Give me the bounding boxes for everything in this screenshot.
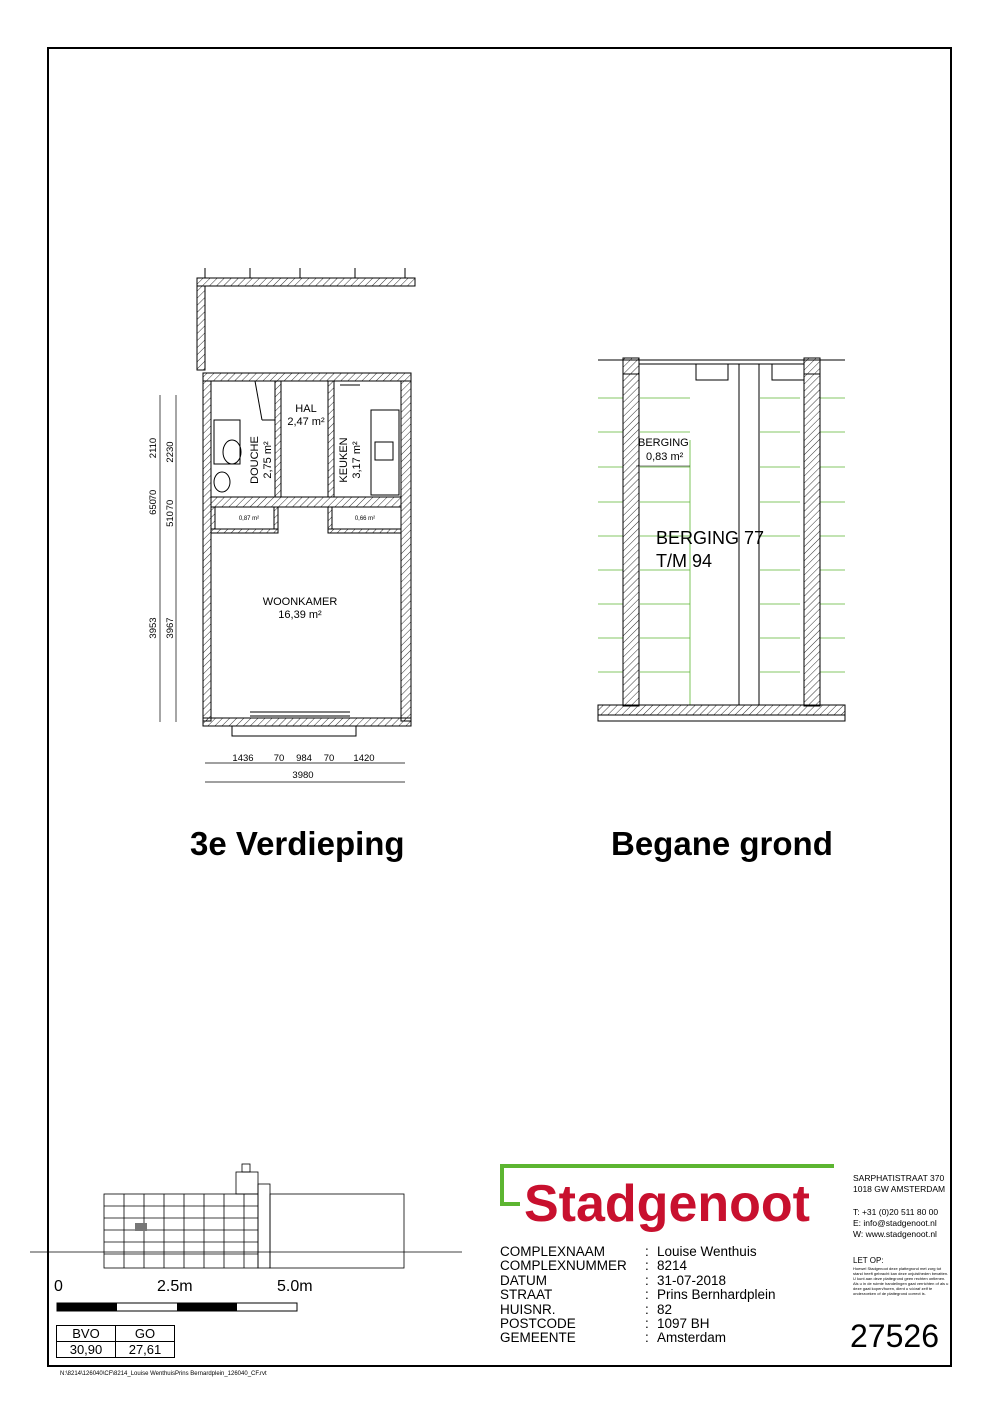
fixtures <box>214 381 399 495</box>
berging-big-line1: BERGING 77 <box>656 528 765 548</box>
area-header-bvo: BVO <box>57 1326 116 1342</box>
info-key: COMPLEXNUMMER <box>500 1258 627 1274</box>
dim-bottom-3: 984 <box>296 753 312 764</box>
file-path: N:\8214\126040\CF\8214_Louise WenthuisPrins Bernardplein_126040_CF.rvt <box>60 1371 267 1377</box>
scale-label-2-5: 2.5m <box>157 1278 193 1295</box>
address-city: 1018 GW AMSTERDAM <box>853 1184 946 1194</box>
elevation-drawing <box>0 1160 480 1310</box>
drawing-number: 27526 <box>850 1318 939 1354</box>
scale-label-5-0: 5.0m <box>277 1278 313 1295</box>
room-hal-name: HAL <box>295 403 317 415</box>
area-table <box>56 1325 175 1358</box>
info-row: COMPLEXNUMMER : 8214 <box>500 1258 688 1274</box>
info-value: Louise Wenthuis <box>657 1244 757 1259</box>
room-keuken-name: KEUKEN <box>338 437 350 483</box>
dim-bottom-5: 1420 <box>353 753 375 764</box>
info-value: Prins Bernhardplein <box>657 1287 776 1303</box>
dim-inner-4: 3967 <box>165 617 176 639</box>
area-value-bvo: 30,90 <box>57 1342 116 1358</box>
dim-inner-1: 2230 <box>165 441 176 463</box>
room-douche-area: 2,75 m² <box>262 441 274 479</box>
info-value: 1097 BH <box>657 1316 710 1332</box>
highlighted-unit <box>135 1223 147 1231</box>
info-row: STRAAT : Prins Bernhardplein <box>500 1287 776 1303</box>
room-woonkamer-area: 16,39 m² <box>278 609 322 621</box>
berging-small-name: BERGING <box>638 437 689 449</box>
address-street: SARPHATISTRAAT 370 <box>853 1173 945 1183</box>
small-area-right: 0,66 m² <box>354 516 376 522</box>
complex-info <box>500 1245 776 1346</box>
dim-left-3: 70 <box>148 489 159 501</box>
room-keuken-area: 3,17 m² <box>351 441 363 479</box>
info-value: Amsterdam <box>657 1330 727 1346</box>
berging-big-line2: T/M 94 <box>656 551 713 571</box>
contact-web: W: www.stadgenoot.nl <box>853 1229 937 1239</box>
small-area-left: 0,87 m² <box>238 516 260 522</box>
info-row: DATUM : 31-07-2018 <box>500 1272 727 1288</box>
dim-inner-2: 510 <box>165 511 176 527</box>
berging-small-area: 0,83 m² <box>646 451 684 463</box>
dim-left-2: 650 <box>148 499 159 515</box>
dim-bottom-4: 70 <box>323 753 335 764</box>
scale-label-0: 0 <box>54 1278 63 1295</box>
info-value: 8214 <box>657 1258 688 1274</box>
title-3e-verdieping: 3e Verdieping <box>190 825 405 862</box>
room-woonkamer-name: WOONKAMER <box>262 596 338 608</box>
scale-bar <box>56 1300 306 1314</box>
dim-left-4: 3953 <box>148 617 159 639</box>
address-block <box>853 1173 945 1240</box>
info-row: COMPLEXNAAM : Louise Wenthuis <box>500 1244 757 1259</box>
room-douche-name: DOUCHE <box>249 436 261 484</box>
room-hal-area: 2,47 m² <box>287 416 325 428</box>
room-labels <box>239 403 375 621</box>
dim-total: 3980 <box>292 770 314 781</box>
dim-left-1: 2110 <box>148 437 159 459</box>
info-value: 31-07-2018 <box>657 1272 727 1288</box>
upper-facade <box>197 268 415 370</box>
info-key: COMPLEXNAAM <box>500 1244 606 1259</box>
info-key: STRAAT <box>500 1287 553 1303</box>
info-key: GEMEENTE <box>500 1330 576 1346</box>
title-begane-grond: Begane grond <box>611 825 833 862</box>
disclaimer <box>853 1256 951 1296</box>
contact-email: E: info@stadgenoot.nl <box>853 1218 937 1228</box>
info-key: DATUM <box>500 1272 547 1288</box>
contact-tel: T: +31 (0)20 511 80 00 <box>853 1207 939 1217</box>
info-value: 82 <box>657 1301 673 1317</box>
info-row: POSTCODE : 1097 BH <box>500 1316 710 1332</box>
area-value-go: 27,61 <box>116 1342 175 1358</box>
stadgenoot-logo <box>498 1162 838 1234</box>
floorplan-begane-grond <box>598 358 845 721</box>
logo-text: Stadgenoot <box>524 1175 810 1233</box>
disclaimer-body: Hoewel Stadgenoot deze plattegrond met zorg tot stand heeft gebracht kan deze onjuistheden bevatten. U kunt aan deze plattegrond geen rechten ontlenen. Als u in de ruimte handelingen gaat verrichten of als u deze gaat kopen/huren, dient u vóóraf zelf te onderzoeken of de plattegrond correct is. <box>853 1266 949 1296</box>
info-row: GEMEENTE : Amsterdam <box>500 1330 727 1346</box>
info-row: HUISNR. : 82 <box>500 1301 673 1317</box>
dim-bottom-1: 1436 <box>232 753 254 764</box>
info-key: HUISNR. <box>500 1301 556 1317</box>
dim-bottom-2: 70 <box>273 753 285 764</box>
area-header-go: GO <box>116 1326 175 1342</box>
dim-inner-3: 70 <box>165 499 176 511</box>
info-key: POSTCODE <box>500 1316 576 1332</box>
disclaimer-heading: LET OP: <box>853 1256 884 1265</box>
